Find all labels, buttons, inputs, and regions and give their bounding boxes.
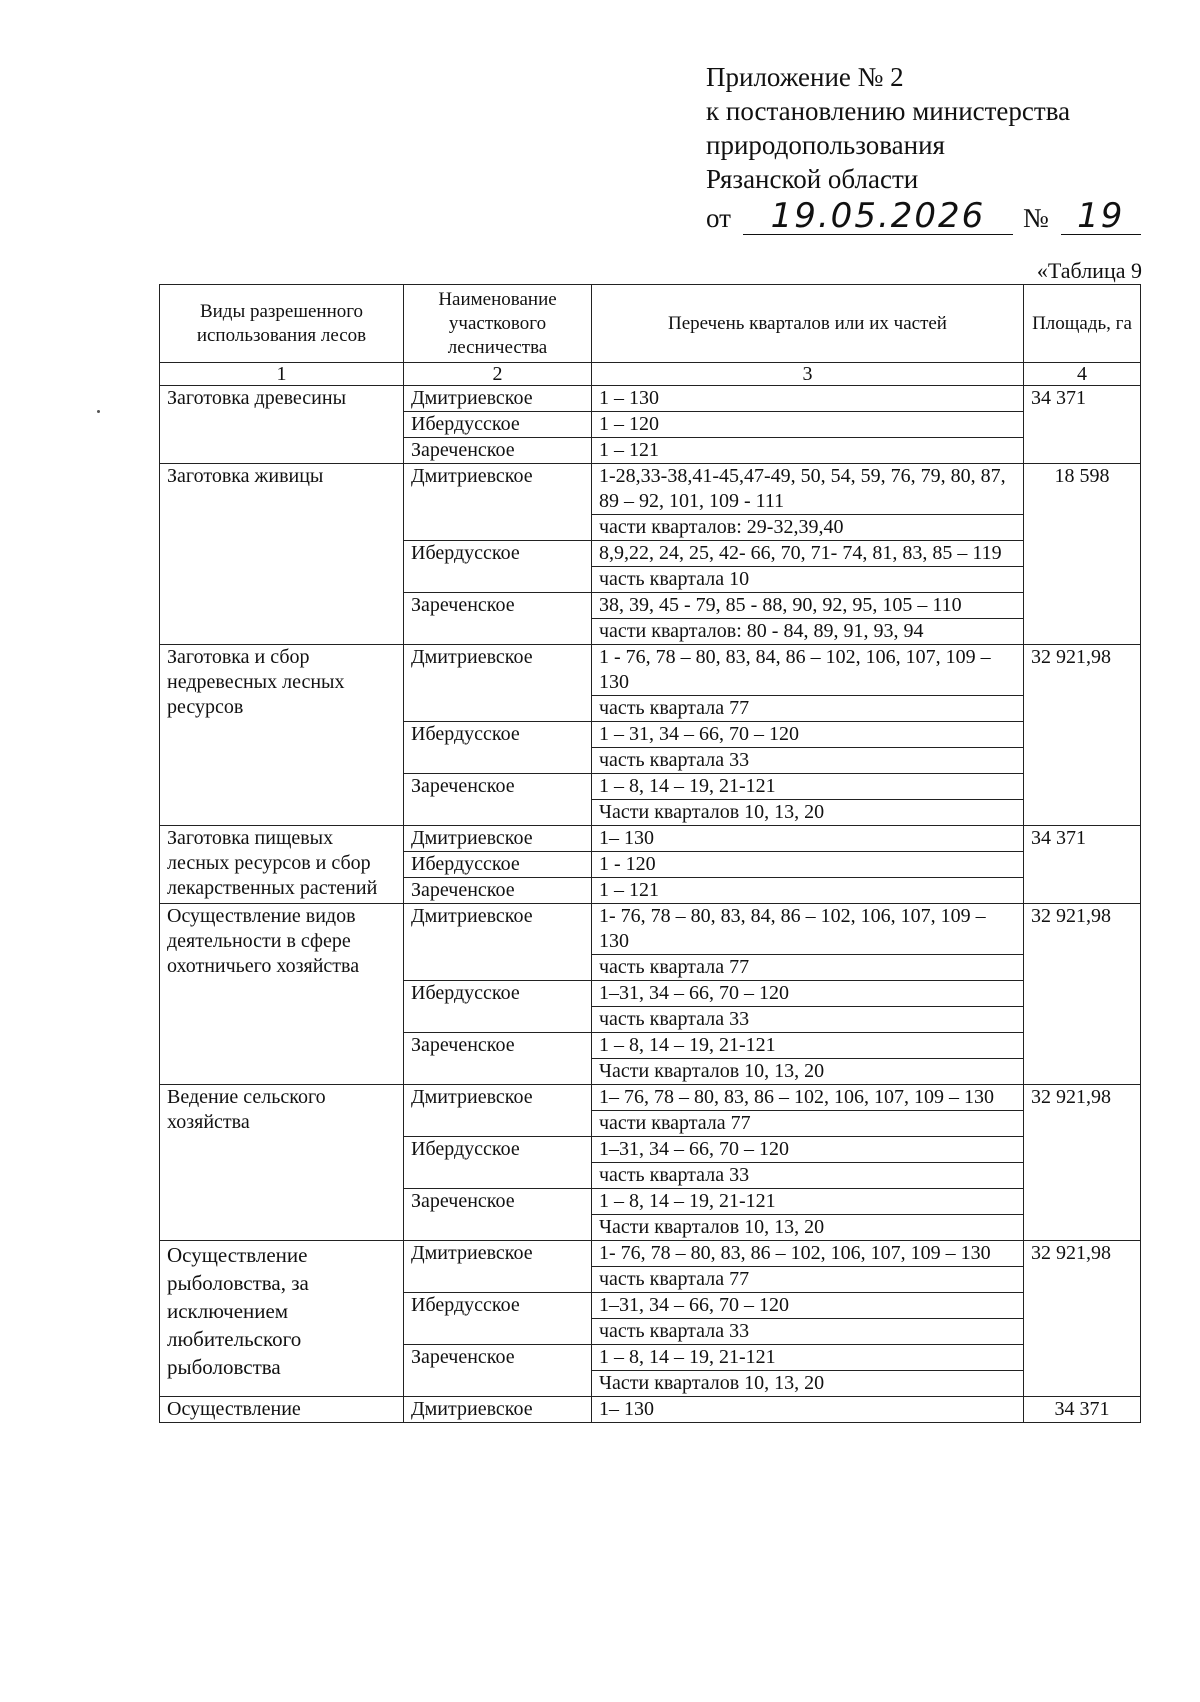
quarters-list: Части кварталов 10, 13, 20 — [592, 1059, 1024, 1085]
table-body — [160, 386, 1141, 1423]
date-number-line — [706, 198, 1141, 235]
forestry-name: Ибердусское — [404, 412, 592, 438]
forest-use-type: Осуществление видов деятельности в сфере охотничьего хозяйства — [160, 904, 404, 1085]
forest-use-type: Заготовка пищевых лесных ресурсов и сбор лекарственных растений — [160, 826, 404, 904]
table-row — [160, 1397, 1141, 1423]
quarters-list: 1–31, 34 – 66, 70 – 120 — [592, 981, 1024, 1007]
quarters-list: 1– 76, 78 – 80, 83, 86 – 102, 106, 107, 109 – 130 — [592, 1085, 1024, 1111]
forestry-name: Дмитриевское — [404, 386, 592, 412]
column-number: 1 — [160, 363, 404, 386]
quarters-list: 1 – 121 — [592, 878, 1024, 904]
forestry-name: Ибердусское — [404, 722, 592, 774]
table-row — [160, 826, 1141, 852]
table-label: «Таблица 9 — [1036, 258, 1142, 283]
forestry-name: Зареченское — [404, 1189, 592, 1241]
quarters-list: 1 – 8, 14 – 19, 21-121 — [592, 1189, 1024, 1215]
quarters-list: 38, 39, 45 - 79, 85 - 88, 90, 92, 95, 105 – 110 — [592, 593, 1024, 619]
quarters-list: 1 - 120 — [592, 852, 1024, 878]
area-hectares: 34 371 — [1024, 826, 1141, 904]
quarters-list: 1– 130 — [592, 826, 1024, 852]
forestry-name: Ибердусское — [404, 981, 592, 1033]
quarters-list: 1- 76, 78 – 80, 83, 86 – 102, 106, 107, 109 – 130 — [592, 1241, 1024, 1267]
area-hectares: 34 371 — [1024, 1397, 1141, 1423]
forestry-name: Дмитриевское — [404, 1085, 592, 1137]
table-row — [160, 464, 1141, 515]
quarters-list: 1 – 8, 14 – 19, 21-121 — [592, 1033, 1024, 1059]
forestry-name: Дмитриевское — [404, 1241, 592, 1293]
quarters-list: 1–31, 34 – 66, 70 – 120 — [592, 1137, 1024, 1163]
table-row — [160, 904, 1141, 955]
forestry-name: Дмитриевское — [404, 826, 592, 852]
forestry-name: Зареченское — [404, 1033, 592, 1085]
quarters-list: часть квартала 77 — [592, 696, 1024, 722]
forestry-name: Зареченское — [404, 1345, 592, 1397]
quarters-list: часть квартала 77 — [592, 1267, 1024, 1293]
date-prefix: от — [706, 203, 731, 233]
quarters-list: части квартала 77 — [592, 1111, 1024, 1137]
column-number: 2 — [404, 363, 592, 386]
table-row — [160, 386, 1141, 412]
forestry-name: Ибердусское — [404, 541, 592, 593]
column-number: 4 — [1024, 363, 1141, 386]
forest-use-type: Осуществление — [160, 1397, 404, 1423]
quarters-list: часть квартала 33 — [592, 1319, 1024, 1345]
appendix-title: Приложение № 2 — [706, 62, 904, 92]
forestry-name: Ибердусское — [404, 1137, 592, 1189]
forest-use-type: Заготовка живицы — [160, 464, 404, 645]
quarters-list: Части кварталов 10, 13, 20 — [592, 1371, 1024, 1397]
area-hectares: 32 921,98 — [1024, 1085, 1141, 1241]
column-header-type: Виды разрешенного использования лесов — [160, 285, 404, 363]
forestry-name: Ибердусское — [404, 1293, 592, 1345]
table-row — [160, 645, 1141, 696]
area-hectares: 32 921,98 — [1024, 904, 1141, 1085]
quarters-list: часть квартала 33 — [592, 1007, 1024, 1033]
forestry-name: Дмитриевское — [404, 464, 592, 541]
quarters-list: 1 – 120 — [592, 412, 1024, 438]
quarters-list: 8,9,22, 24, 25, 42- 66, 70, 71- 74, 81, 83, 85 – 119 — [592, 541, 1024, 567]
quarters-list: 1–31, 34 – 66, 70 – 120 — [592, 1293, 1024, 1319]
forest-use-type: Ведение сельского хозяйства — [160, 1085, 404, 1241]
quarters-list: 1 – 31, 34 – 66, 70 – 120 — [592, 722, 1024, 748]
appendix-header — [706, 60, 1141, 235]
forest-use-type: Заготовка и сбор недревесных лесных ресурсов — [160, 645, 404, 826]
quarters-list: Части кварталов 10, 13, 20 — [592, 800, 1024, 826]
forestry-name: Зареченское — [404, 774, 592, 826]
number-prefix: № — [1022, 203, 1049, 233]
appendix-subtitle-line: к постановлению министерства — [706, 96, 1071, 126]
handwritten-date: 19.05.2026 — [743, 198, 1013, 235]
quarters-list: 1 – 8, 14 – 19, 21-121 — [592, 1345, 1024, 1371]
scan-speck — [97, 410, 100, 413]
forestry-name: Зареченское — [404, 438, 592, 464]
appendix-subtitle-line: природопользования — [706, 130, 945, 160]
forest-use-type: Заготовка древесины — [160, 386, 404, 464]
quarters-list: части кварталов: 29-32,39,40 — [592, 515, 1024, 541]
forest-use-table — [159, 284, 1141, 1423]
quarters-list: Части кварталов 10, 13, 20 — [592, 1215, 1024, 1241]
area-hectares: 34 371 — [1024, 386, 1141, 464]
column-number-row — [160, 363, 1141, 386]
area-hectares: 32 921,98 — [1024, 645, 1141, 826]
quarters-list: 1-28,33-38,41-45,47-49, 50, 54, 59, 76, 79, 80, 87, 89 – 92, 101, 109 - 111 — [592, 464, 1024, 515]
column-header-forestry: Наименование участкового лесничества — [404, 285, 592, 363]
forest-use-type: Осуществление рыболовства, за исключением любительского рыболовства — [160, 1241, 404, 1397]
quarters-list: часть квартала 10 — [592, 567, 1024, 593]
quarters-list: 1 – 8, 14 – 19, 21-121 — [592, 774, 1024, 800]
quarters-list: 1 - 76, 78 – 80, 83, 84, 86 – 102, 106, 107, 109 – 130 — [592, 645, 1024, 696]
appendix-subtitle-line: Рязанской области — [706, 164, 919, 194]
table-row — [160, 1085, 1141, 1111]
forestry-name: Зареченское — [404, 593, 592, 645]
column-header-quarters: Перечень кварталов или их частей — [592, 285, 1024, 363]
quarters-list: 1 – 121 — [592, 438, 1024, 464]
quarters-list: часть квартала 33 — [592, 1163, 1024, 1189]
forestry-name: Дмитриевское — [404, 904, 592, 981]
forestry-name: Зареченское — [404, 878, 592, 904]
forestry-name: Ибердусское — [404, 852, 592, 878]
table-header-row — [160, 285, 1141, 363]
quarters-list: 1– 130 — [592, 1397, 1024, 1423]
column-header-area: Площадь, га — [1024, 285, 1141, 363]
handwritten-number: 19 — [1061, 198, 1141, 235]
quarters-list: часть квартала 33 — [592, 748, 1024, 774]
area-hectares: 32 921,98 — [1024, 1241, 1141, 1397]
table-row — [160, 1241, 1141, 1267]
area-hectares: 18 598 — [1024, 464, 1141, 645]
forestry-name: Дмитриевское — [404, 645, 592, 722]
column-number: 3 — [592, 363, 1024, 386]
quarters-list: 1 – 130 — [592, 386, 1024, 412]
forestry-name: Дмитриевское — [404, 1397, 592, 1423]
quarters-list: 1- 76, 78 – 80, 83, 84, 86 – 102, 106, 107, 109 – 130 — [592, 904, 1024, 955]
quarters-list: части кварталов: 80 - 84, 89, 91, 93, 94 — [592, 619, 1024, 645]
quarters-list: часть квартала 77 — [592, 955, 1024, 981]
